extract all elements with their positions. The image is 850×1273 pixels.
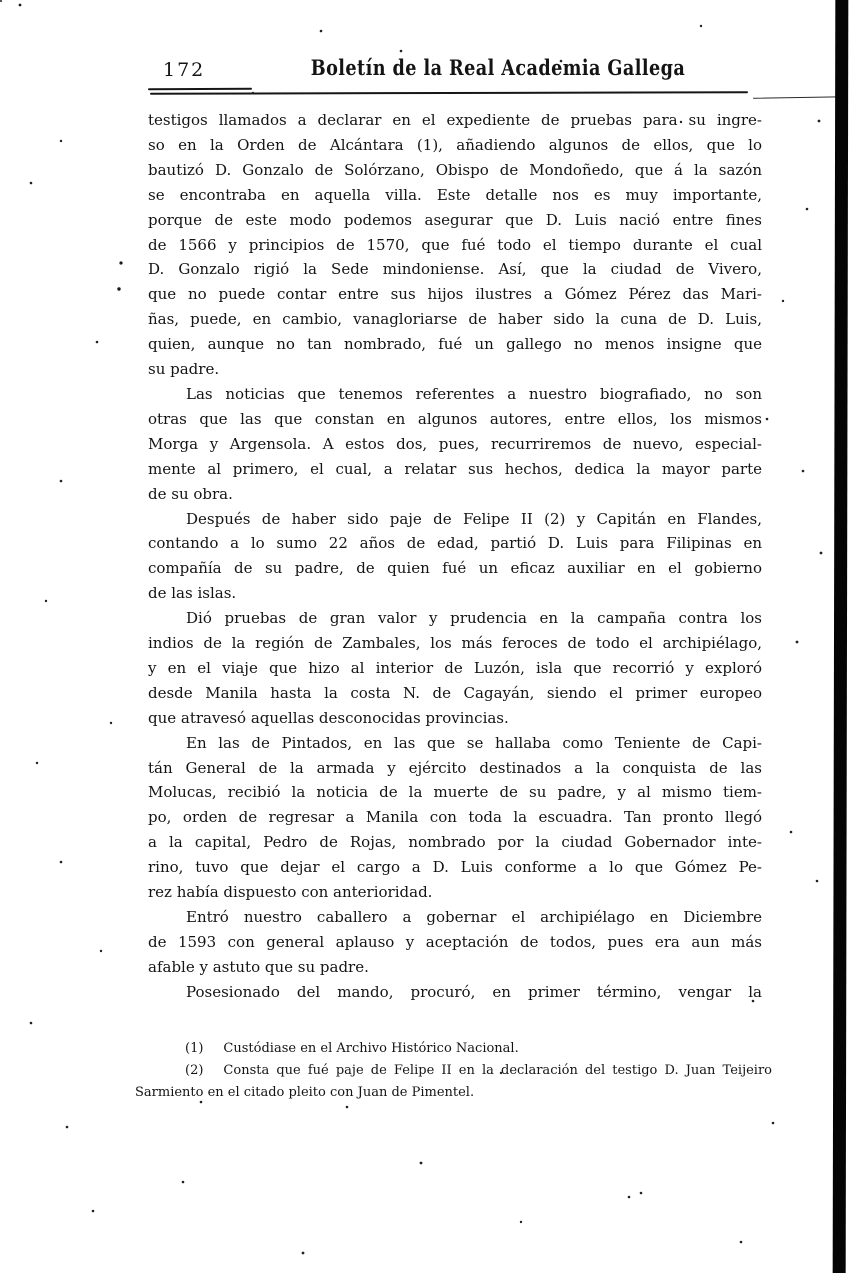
text-line: Después de haber sido paje de Felipe II (2) y Capitán en Flandes, [186,509,762,528]
text-line: testigos llamados a declarar en el expediente de pruebas para su ingre- [148,111,762,129]
paragraph [148,731,762,905]
paragraph [148,507,762,607]
text-line: de las islas. [148,584,237,603]
text-line: tán General de la armada y ejército destinados a la conquista de las [148,758,762,777]
text-line: indios de la región de Zambales, los más feroces de todo el archipiélago, [148,634,762,653]
paragraph [148,606,762,731]
paragraph [148,382,762,507]
text-line: po, orden de regresar a Manila con toda la escuadra. Tan pronto llegó [148,808,762,827]
text-line: so en la Orden de Alcántara (1), añadiendo algunos de ellos, que lo [148,135,762,154]
text-line: rino, tuvo que dejar el cargo a D. Luis conforme a lo que Gómez Pe- [148,858,762,877]
text-line: que no puede contar entre sus hijos ilustres a Gómez Pérez das Mari- [148,285,762,304]
header-rule-right-segment [753,96,846,99]
header-rule-main [150,91,748,95]
page-number: 172 [163,59,206,81]
text-line: otras que las que constan en algunos autores, entre ellos, los mismos [148,409,762,428]
journal-header-title: Boletín de la Real Academia Gallega [310,55,686,80]
scan-speckles [0,0,2,2]
text-line: D. Gonzalo rigió la Sede mindoniense. Así, que la ciudad de Vivero, [148,260,762,279]
footnote-continuation-line: Sarmiento en el citado pleito con Juan de Pimentel. [135,1085,475,1100]
footnote-marker: (1) [185,1041,204,1056]
footnote-first-line: (2) Consta que fué paje de Felipe II en la declaración del testigo D. Juan Teijeiro [185,1063,772,1078]
text-line: porque de este modo podemos asegurar que D. Luis nació entre fines [148,210,762,229]
footnotes [135,1038,772,1104]
text-line: bautizó D. Gonzalo de Solórzano, Obispo de Mondoñedo, que á la sazón [148,160,762,179]
body-paragraphs [148,108,762,1005]
paragraph [148,905,762,980]
header-rule-pagenum [148,88,252,91]
text-line: desde Manila hasta la costa N. de Cagayán, siendo el primer europeo [148,683,762,702]
text-line: ñas, puede, en cambio, vanagloriarse de haber sido la cuna de D. Luis, [148,310,762,329]
text-line: Morga y Argensola. A estos dos, pues, recurriremos de nuevo, especial- [148,434,762,453]
text-line: Dió pruebas de gran valor y prudencia en la campaña contra los [186,609,762,628]
text-line: rez había dispuesto con anterioridad. [148,883,433,902]
text-line: Posesionado del mando, procuró, en primer término, vengar la [186,982,762,1001]
paragraph [148,108,762,382]
text-line: de 1566 y principios de 1570, que fué todo el tiempo durante el cual [148,235,762,254]
paragraph [148,980,762,1005]
text-line: Molucas, recibió la noticia de la muerte de su padre, y al mismo tiem- [148,783,762,802]
scanner-edge-strip [833,0,849,1273]
text-line: y en el viaje que hizo al interior de Luzón, isla que recorrió y exploró [148,658,762,677]
text-line: quien, aunque no tan nombrado, fué un gallego no menos insigne que [148,335,762,354]
footnote-first-line: (1) Custódiase en el Archivo Histórico Nacional. [185,1041,519,1056]
footnote-marker: (2) [185,1063,204,1078]
text-line: de su obra. [148,484,233,503]
text-line: se encontraba en aquella villa. Este detalle nos es muy importante, [148,185,762,204]
text-line: contando a lo sumo 22 años de edad, partió D. Luis para Filipinas en [148,534,762,553]
text-line: de 1593 con general aplauso y aceptación de todos, pues era aun más [148,932,762,951]
text-line: afable y astuto que su padre. [148,957,369,976]
text-line: a la capital, Pedro de Rojas, nombrado por la ciudad Gobernador inte- [148,833,762,852]
text-line: su padre. [148,360,220,379]
text-line: compañía de su padre, de quien fué un eficaz auxiliar en el gobierno [148,559,762,578]
text-line: que atravesó aquellas desconocidas provincias. [148,708,509,727]
text-line: Entró nuestro caballero a gobernar el archipiélago en Diciembre [186,908,762,926]
text-line: En las de Pintados, en las que se hallaba como Teniente de Capi- [186,733,762,752]
text-line: mente al primero, el cual, a relatar sus hechos, dedica la mayor parte [148,459,762,478]
text-line: Las noticias que tenemos referentes a nuestro biografiado, no son [186,384,762,403]
